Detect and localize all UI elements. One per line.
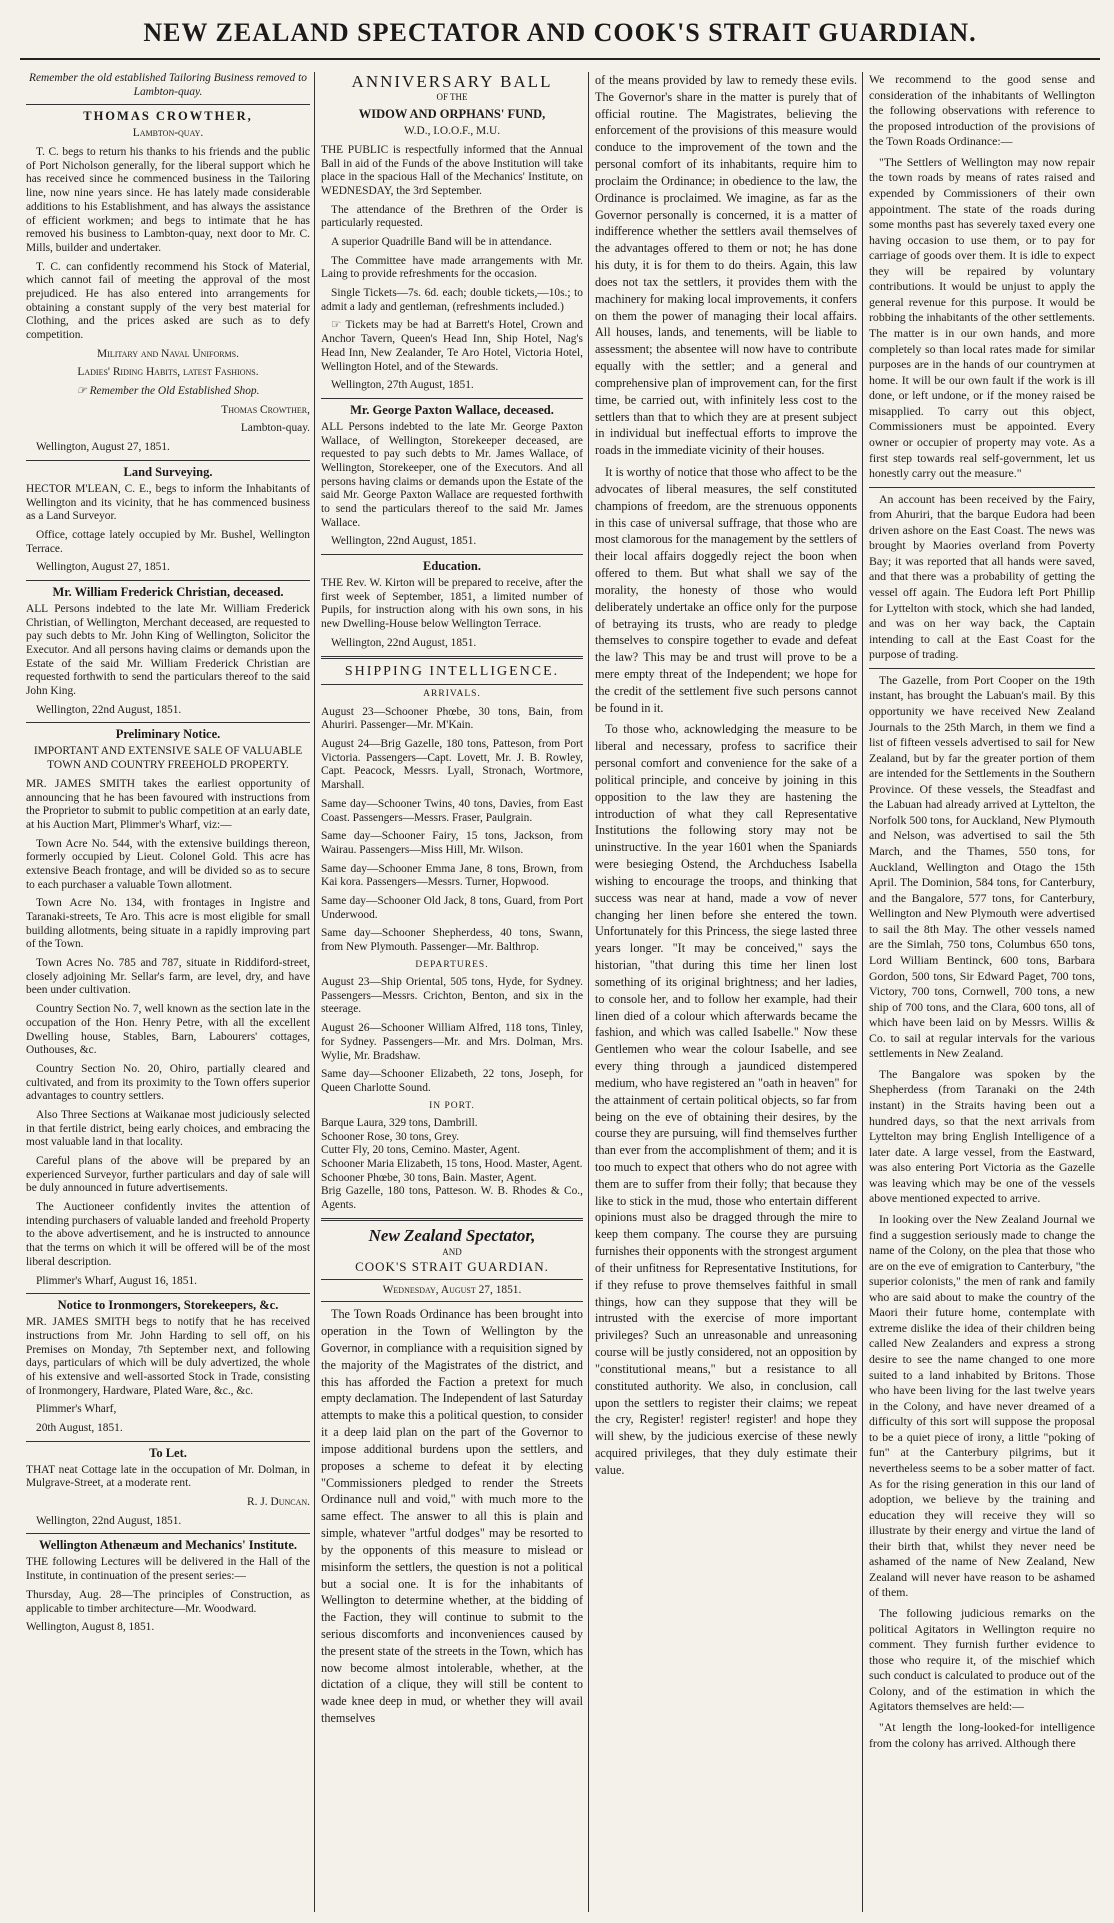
list-item: Schooner Rose, 30 tons, Grey. — [321, 1130, 460, 1143]
list-item: August 23—Schooner Phœbe, 30 tons, Bain, from Ahuriri. Passenger—Mr. M'Kain. — [321, 705, 583, 732]
crowther-military: Military and Naval Uniforms. — [97, 347, 239, 360]
divider — [26, 104, 310, 105]
departures-heading: DEPARTURES. — [415, 959, 489, 970]
list-item: Same day—Schooner Elizabeth, 22 tons, Joseph, for Queen Charlotte Sound. — [321, 1068, 583, 1094]
divider — [26, 1533, 310, 1534]
editorial-continued-3: To those who, acknowledging the measure to be liberal and necessary, profess to sacrifice their personal comfort and convenience for the sake of a political principle, and conceive by joining in this opposition to the law they are hastening the introduction of what they call Representative Institutions the following story may not be uninstructive. In the year 1601 when the Spaniards were besieging Ostend, the Archduchess Isabella wishing to encourage the troops, and thinking that success was near at hand, made a vow of never changing her linen before she entered the town. Unfortunately for this Princess, the siege lasted three years longer. "It may be conceived," says the historian, "that during this time her linen lost something of its original brightness; and her ladies, to console her, and to follow her example, had their linen died of a colour which afterwards became the fashion, and which was called Isabelle." Now these Gentlemen who wear the colour Isabelle, and see every thing through a jaundiced distempered medium, who have registered an "oath in heaven" for the attainment of certain political objects, so far from being on the eve of obtaining their desires, by the course they are pursuing, will find themselves further than ever from the accomplishment of them; and it is too much to expect that others who do not agree with them are to suffer from their folly; that because they like to stick in the mud, those who entertain different opinions must also be dragged through the mire to keep them company. The course they are pursuing furnishes their opponents with the strongest argument of their unfitness for Representative Institutions, for if they refuse to prove themselves faithful in small things, how can they suppose that they will be intrusted with the exercise of more important privileges? Such an unreasonable and unreasoning course will be justly considered, not an opposition by "constitutional means," but a resistance to all constituted authority. We also, in conclusion, call upon the settlers to register their claims; we repeat the cry, Register! register! register! and hope they will shew, by the judicious exercise of these newly acquired privileges, that they duly estimate their value. — [595, 722, 857, 1477]
crowther-signature: Thomas Crowther, — [221, 403, 310, 416]
list-item: Schooner Phœbe, 30 tons, Bain. Master, Agent. — [321, 1171, 537, 1184]
agitators-quote: "At length the long-looked-for intelligence from the colony has arrived. Although there — [869, 1719, 1095, 1750]
christian-date: Wellington, 22nd August, 1851. — [36, 703, 182, 716]
list-item: Same day—Schooner Twins, 40 tons, Davies, from East Coast. Passengers—Messrs. Fraser, Paulgrain. — [321, 797, 583, 824]
inport-heading: IN PORT. — [429, 1100, 475, 1111]
pointing-hand-icon: ☞ — [331, 319, 346, 332]
crowther-name: THOMAS CROWTHER, — [83, 109, 253, 124]
remember-notice: Remember the old established Tailoring Business removed to Lambton-quay. — [29, 72, 307, 98]
crowther-signature-location: Lambton-quay. — [240, 422, 310, 435]
eudora-news: An account has been received by the Fairy, from Ahuriri, that the barque Eudora had been driven ashore on the East Coast. The news was brought by Maories overland from Poverty Bay; it was reported that all hands were saved, and that there was a probability of getting the vessel off again. The Eudora left Port Phillip for Lyttelton with stock, which she had landed, and was on her way back, the Captain intending to call at the East Coast for the purpose of trading. — [869, 491, 1095, 662]
prelim-paragraph-8: Careful plans of the above will be prepared by an experienced Surveyor, further particulars and day of sale will be duly announced in future advertisements. — [26, 1155, 310, 1195]
athenaeum-paragraph: THE following Lectures will be delivered in the Hall of the Institute, in continuation of the present series:— — [26, 1556, 310, 1583]
ball-paragraph-5: Single Tickets—7s. 6d. each; double tickets,—10s.; to admit a lady and gentleman, (refreshments included.) — [321, 287, 583, 313]
prelim-paragraph-6: Country Section No. 20, Ohiro, partially cleared and cultivated, and from its proximity to the Town offers superior advantages to country settlers. — [26, 1062, 310, 1103]
paper-title: New Zealand Spectator, — [368, 1225, 536, 1245]
list-item: Brig Gazelle, 180 tons, Patteson. W. B. Rhodes & Co., Agents. — [321, 1185, 583, 1212]
crowther-location: Lambton-quay. — [132, 127, 204, 140]
prelim-paragraph-1: MR. JAMES SMITH takes the earliest opportunity of announcing that he has been favoured with instructions from the Proprietor to submit to public competition at an early date, at his Auction Mart, Plimmer's Wharf, viz:— — [26, 777, 310, 831]
list-item: August 26—Schooner William Alfred, 118 tons, Tinley, for Sydney. Passengers—Mr. and Mrs. Dolman, Mrs. Wylie, Mr. Bradshaw. — [321, 1022, 583, 1062]
education-paragraph: THE Rev. W. Kirton will be prepared to receive, after the first week of September, 1851, a limited number of Pupils, for instruction along with his own sons, in his new Dwelling-House below Wellington Terrace. — [321, 577, 583, 631]
agitators-article: The following judicious remarks on the political Agitators in Wellington require no comment. They furnish further evidence to those who require it, of the mischief which such conduct is calculated to produce out of the Colony, and of the estimation in which the Agitators themselves are held:— — [869, 1606, 1095, 1714]
list-item: Same day—Schooner Shepherdess, 40 tons, Swann, from New Plymouth. Passenger—Mr. Balthrop. — [321, 927, 583, 953]
divider — [321, 656, 583, 659]
column-2 — [314, 72, 583, 1912]
roads-recommendation: We recommend to the good sense and consideration of the inhabitants of Wellington the following observations with reference to the proposed introduction of the provisions of the Town Roads Ordinance:— — [869, 72, 1095, 149]
divider — [321, 1218, 583, 1221]
prelim-paragraph-2: Town Acre No. 544, with the extensive buildings thereon, formerly occupied by Lieut. Colonel Gold. This acre has extensive Beach frontage, and will be divided so as to secure to each purchaser a valuable Town allotment. — [26, 837, 310, 891]
prelim-paragraph-9: The Auctioneer confidently invites the attention of intending purchasers of valuable landed and freehold Property to the above advertisement, and he is instructed to announce that the terms on which it will be offered will be of the most liberal description. — [26, 1201, 310, 1268]
gazelle-news: The Gazelle, from Port Cooper on the 19th instant, has brought the Labuan's mail. By this opportunity we have received New Zealand Journals to the 25th March, in them we find a list of fifteen vessels advertised to sail for New Zealand, but by far the greater portion of them are intended for the Settlements in the Southern Province. Of these vessels, the Steadfast and the Labuan had already arrived at Lyttelton, the Norfolk 500 tons, for Auckland, New Plymouth and Nelson, was advertised to sail the 5th March, and the Thames, 550 tons, for Auckland, Wellington and Otago the 15th April. The Dominion, 584 tons, for Canterbury, and the Bangalore, 577 tons, for Canterbury, Wellington and New Plymouth were advertised to sail the 8th May. The other vessels named are the Simlah, 750 tons, Columbus 650 tons, Lord William Bentinck, 600 tons, Barbara Gordon, 500 tons, Sir Edward Paget, 700 tons, Victory, 700 tons, Cornwell, 700 tons, a new ship of 700 tons, and the Clara, 600 tons, all of which have been laid on by Messrs. Willis & Co. to sail at regular intervals for the various settlements in New Zealand. — [869, 672, 1095, 1061]
list-item: Same day—Schooner Fairy, 15 tons, Jackson, from Wairau. Passengers—Miss Hill, Mr. Wilson. — [321, 830, 583, 856]
wallace-paragraph: ALL Persons indebted to the late Mr. George Paxton Wallace, of Wellington, Storekeeper deceased, are requested to pay such debts to Mr. James Wallace, of Wellington, Storekeeper, one of the Executors. And all persons having claims or demands upon the Estate of the said Mr. George Paxton Wallace are requested forthwith to send the particulars thereof to the said Mr. James Wallace. — [321, 420, 583, 529]
paper-subtitle: COOK'S STRAIT GUARDIAN. — [355, 1258, 549, 1274]
ball-paragraph-2: The attendance of the Brethren of the Order is particularly requested. — [321, 203, 583, 230]
editorial-continued-1: of the means provided by law to remedy these evils. The Governor's share in the matter is purely that of official routine. The Magistrates, believing the enforcement of the provisions of this measure would conduce to the improvement of the town and the personal comfort of its inhabitants, require him to proclaim the Ordinance; in obedience to the law, the Ordinance is proclaimed. We imagine, as far as the Governor personally is concerned, it is a matter of indifference whether the settlers avail themselves of the advantages offered to them or not; he has done his duty, it is for them to do theirs. Again, this law does not tax the settlers, it provides them with the machinery for making local improvements, it confers on them the power of managing their local affairs. All houses, lands, and tenements, will be liable to assessment; the absentee will now have to contribute equally with the settler; and a general and comprehensive plan of improvement can, for the first time, be carried out, with infinitely less cost to the settlers than that to which they are at present subject in individual but ineffectual efforts to improve the roads in the immediate vicinity of their houses. — [595, 73, 857, 458]
inport-list — [321, 1117, 583, 1213]
divider — [321, 1279, 583, 1280]
survey-office: Office, cottage lately occupied by Mr. Bushel, Wellington Terrace. — [26, 528, 310, 555]
list-item: August 24—Brig Gazelle, 180 tons, Patteson, from Port Victoria. Passengers—Capt. Lovett, Mr. J. B. Rowley, Capt. Peacock, Messrs. Lyall, Stronach, Wortmore, Marshall. — [321, 738, 583, 792]
education-heading: Education. — [422, 559, 481, 574]
prelim-paragraph-5: Country Section No. 7, well known as the section late in the occupation of the Hon. Henry Petre, with all the excellent Dwelling house, Stables, Barn, Labourers' cottages, Outhouses, &c. — [26, 1003, 310, 1057]
crowther-date: Wellington, August 27, 1851. — [36, 441, 170, 454]
arrivals-list — [321, 706, 583, 955]
let-signature: R. J. Duncan. — [247, 1496, 310, 1509]
ball-date: Wellington, 27th August, 1851. — [331, 379, 474, 392]
athenaeum-date: Wellington, August 8, 1851. — [26, 1621, 155, 1634]
colony-name-article: In looking over the New Zealand Journal we find a suggestion seriously made to change the name of the Colony, on the plea that those who are on the eve of emigration to Canterbury, "the superior colonists," the men of rank and family who are said about to make the country of the Maori their future home, contemplate with extreme dislike the idea of their children being called New Zealanders and express a strong desire to see the name changed to one more suited to a land inhabited by Britons. Those who have been living for the last twelve years in the Colony, and have never dreamed of a difficulty of this sort will suppose the proposal to be a quiet piece of irony, a little "poking of fun" at the Canterbury pilgrims, but it nevertheless seems to be a sober matter of fact. As for the rising generation in this our land of adoption, we believe by the training and education they will receive they will so illustrate by their energy and virtue the land of their birth that, whilst they never need be ashamed of the name of New Zealand, New Zealand will never have reason to be ashamed of them. — [869, 1211, 1095, 1600]
ball-title: ANNIVERSARY BALL — [351, 72, 553, 91]
survey-heading: Land Surveying. — [123, 464, 213, 479]
survey-date: Wellington, August 27, 1851. — [36, 561, 170, 574]
let-paragraph: THAT neat Cottage late in the occupation of Mr. Dolman, in Mulgrave-Street, at a moderate rent. — [26, 1463, 310, 1490]
masthead: NEW ZEALAND SPECTATOR AND COOK'S STRAIT GUARDIAN. — [20, 18, 1100, 60]
pointing-hand-icon: ☞ — [76, 385, 90, 398]
iron-heading: Notice to Ironmongers, Storekeepers, &c. — [57, 1298, 279, 1313]
prelim-paragraph-4: Town Acres No. 785 and 787, situate in Riddiford-street, closely adjoining Mr. Sellar's farm, are level, dry, and have been under cultivation. — [26, 957, 310, 997]
list-item: Same day—Schooner Old Jack, 8 tons, Guard, from Port Underwood. — [321, 894, 583, 921]
editorial-paragraph: The Town Roads Ordinance has been brought into operation in the Town of Wellington by the Governor, in compliance with a requisition signed by the majority of the Magistrates of the district, and this has afforded the Faction a pretext for much empty declamation. The Independent of last Saturday attempts to make this a political question, to consider it a deep laid plan on the part of the Governor to impose additional burdens upon the settlers, and proposes a scheme to defeat it by electing "Commissioners pledged to render the Streets Ordinance null and void," with much more to the same effect. The answer to all this is plain and simple, whatever "artful dodges" may be resorted to by the opponents of this measure to mislead or misinform the settlers, the question is not a political but a social one. It is for the inhabitants of Wellington to determine whether, at the bidding of the Faction, they will continue to submit to the serious discomforts and inconveniences caused by the present state of the streets in the Town, which has now become almost intolerable, whether, at the dictation of a clique, they will still be content to wade knee deep in mud, or whether they will avail themselves — [321, 1307, 583, 1726]
ball-paragraph-4: The Committee have made arrangements with Mr. Laing to provide refreshments for the occasion. — [321, 254, 583, 281]
divider — [321, 398, 583, 399]
editorial-continued-2: It is worthy of notice that those who affect to be the advocates of liberal measures, the self constituted champions of freedom, are the strenuous opponents in this case of universal suffrage, that those who are most clamorous for the management by the settlers of their local affairs doggedly reject the boon when offered to them. But what shall we say of the morality, the honesty of those who would deliberately undertake an office only for the purpose of betraying its trusts, who are ready to pledge themselves to conspire together to evade and defeat the law? This may be and trust will prove to be a mere empty threat of the Independent; we hope for the credit of the settlement five such persons cannot be found in it. — [595, 465, 857, 715]
column-4 — [862, 72, 1095, 1912]
ball-fund: WIDOW AND ORPHANS' FUND, — [358, 107, 546, 122]
ball-paragraph-6: ☞ Tickets may be had at Barrett's Hotel, Crown and Anchor Tavern, Queen's Head Inn, Ship Hotel, Nag's Head Inn, New Zealander, Te Aro Hotel, Victoria Hotel, Wellington Hotel, and of the Stewards. — [321, 319, 583, 373]
shipping-heading: SHIPPING INTELLIGENCE. — [344, 663, 560, 679]
crowther-ladies: Ladies' Riding Habits, latest Fashions. — [77, 366, 259, 379]
divider — [26, 460, 310, 461]
list-item: Schooner Maria Elizabeth, 15 tons, Hood. Master, Agent. — [321, 1158, 583, 1171]
divider — [321, 554, 583, 555]
paper-date: Wednesday, August 27, 1851. — [382, 1283, 522, 1296]
prelim-paragraph-7: Also Three Sections at Waikanae most judiciously selected in that fertile district, being early choices, and embracing the most valuable land in that locality. — [26, 1108, 310, 1149]
list-item: Same day—Schooner Emma Jane, 8 tons, Brown, from Kai kora. Passengers—Messrs. Turner, Hopwood. — [321, 862, 583, 889]
wallace-date: Wellington, 22nd August, 1851. — [331, 535, 477, 548]
let-date: Wellington, 22nd August, 1851. — [36, 1514, 182, 1527]
divider — [26, 580, 310, 581]
divider — [26, 1441, 310, 1442]
arrivals-heading: ARRIVALS. — [423, 689, 481, 700]
paper-and: AND — [442, 1247, 462, 1258]
ball-of: OF THE — [436, 92, 468, 103]
column-3 — [588, 72, 857, 1912]
prelim-paragraph-3: Town Acre No. 134, with frontages in Ingistre and Taranaki-streets, Te Aro. This acre is most eligible for small building allotments, being situate in a rapidly improving part of the Town. — [26, 897, 310, 951]
list-item: Cutter Fly, 20 tons, Cemino. Master, Agent. — [321, 1144, 521, 1157]
list-item: Barque Laura, 329 tons, Dambrill. — [321, 1116, 478, 1129]
athenaeum-heading: Wellington Athenæum and Mechanics' Institute. — [38, 1538, 297, 1553]
crowther-remember: ☞ Remember the Old Established Shop. — [76, 385, 260, 398]
divider — [869, 668, 1095, 669]
list-item: August 23—Ship Oriental, 505 tons, Hyde, for Sydney. Passengers—Messrs. Crichton, Benton, and six in the steerage. — [321, 976, 583, 1016]
let-heading: To Let. — [149, 1445, 187, 1460]
prelim-heading: Preliminary Notice. — [115, 727, 221, 742]
education-date: Wellington, 22nd August, 1851. — [331, 636, 477, 649]
ball-paragraph-1: THE PUBLIC is respectfully informed that the Annual Ball in aid of the Funds of the above Institution will take place in the spacious Hall of the Mechanics' Institute, on WEDNESDAY, the 3rd September. — [321, 143, 583, 197]
athenaeum-lecture: Thursday, Aug. 28—The principles of Construction, as applicable to timber architecture—Mr. Woodward. — [26, 1588, 310, 1615]
bangalore-news: The Bangalore was spoken by the Shepherdess (from Taranaki on the 24th instant) in the Straits having been out a hundred days, so that the next arrivals from Lyttelton may bring English Intelligence of a later date. A large vessel, from the Eastward, was also entering Port Victoria as the Gazelle was leaving which may be one of the vessels above mentioned expected to arrive. — [869, 1066, 1095, 1206]
christian-heading: Mr. William Frederick Christian, deceased. — [52, 584, 284, 599]
iron-signature: Plimmer's Wharf, — [36, 1403, 117, 1416]
divider — [26, 1293, 310, 1294]
roads-quote: "The Settlers of Wellington may now repair the town roads by means of rates raised and expended by Commissioners of their own appointment. The state of the roads during some months past has severely taxed every one having occasion to use them, or to pay for carriage of goods over them. It is idle to expect they will be repaired by voluntary contributions. It would be unjust to apply the general revenue for this purpose. It would be robbing the inhabitants of the other settlements. The matter is in our own hands, and more completely so than local rates made for similar purposes are in the hands of our countrymen at home. It will be our own fault if the work is ill done, or left undone, or if the money raised be misapplied. To carry out this object, Commissioners must be appointed. Every owner or occupier of property may vote. As a first step towards real self-government, let us honestly carry out the measure." — [869, 154, 1095, 481]
departures-list — [321, 976, 583, 1096]
divider — [26, 722, 310, 723]
prelim-subheading: IMPORTANT AND EXTENSIVE SALE OF VALUABLE TOWN AND COUNTRY FREEHOLD PROPERTY. — [33, 745, 303, 772]
iron-paragraph: MR. JAMES SMITH begs to notify that he has received instructions from Mr. John Harding to sell off, on his Premises on Monday, 7th September next, and following days, particulars of which will be duly advertized, the whole of his extensive and well-assorted Stock in Trade, consisting of Ironmongery, Hardware, Plated Ware, &c., &c. — [26, 1316, 310, 1397]
wallace-heading: Mr. George Paxton Wallace, deceased. — [350, 402, 554, 417]
ball-paragraph-3: A superior Quadrille Band will be in attendance. — [331, 236, 552, 248]
divider — [321, 1301, 583, 1302]
ball-lodge: W.D., I.O.O.F., M.U. — [403, 125, 501, 138]
christian-paragraph: ALL Persons indebted to the late Mr. William Frederick Christian, of Wellington, Merchant deceased, are requested to pay such debts to Mr. John King of Wellington, Solicitor the Executor. And all persons having claims or demands upon the Estate of the said Mr. William Frederick Christian are requested forthwith to send the particulars thereof to the said John King. — [26, 602, 310, 698]
crowther-paragraph-2: T. C. can confidently recommend his Stock of Material, which cannot fail of meeting the approval of the most prejudiced. He has also entered into arrangements for obtaining a constant supply of the very best material for Clothing, and the prices asked are such as to defy competition. — [26, 260, 310, 341]
survey-paragraph: HECTOR M'LEAN, C. E., begs to inform the Inhabitants of Wellington and its vicinity, that he has commenced business as a Land Surveyor. — [26, 482, 310, 523]
prelim-date: Plimmer's Wharf, August 16, 1851. — [36, 1274, 197, 1287]
column-1 — [26, 72, 310, 1912]
iron-date: 20th August, 1851. — [36, 1422, 123, 1434]
divider — [869, 487, 1095, 488]
crowther-paragraph-1: T. C. begs to return his thanks to his friends and the public of Port Nicholson generally, for the liberal support which he has received since he commenced business in the Tailoring line, now nine years since. He has lately made considerable additions to his Establishment, and has always the assistance of efficient workmen; and begs to intimate that he has removed his business to Lambton-quay, next door to Mr. C. Mills, builder and undertaker. — [26, 146, 310, 254]
divider — [321, 684, 583, 685]
